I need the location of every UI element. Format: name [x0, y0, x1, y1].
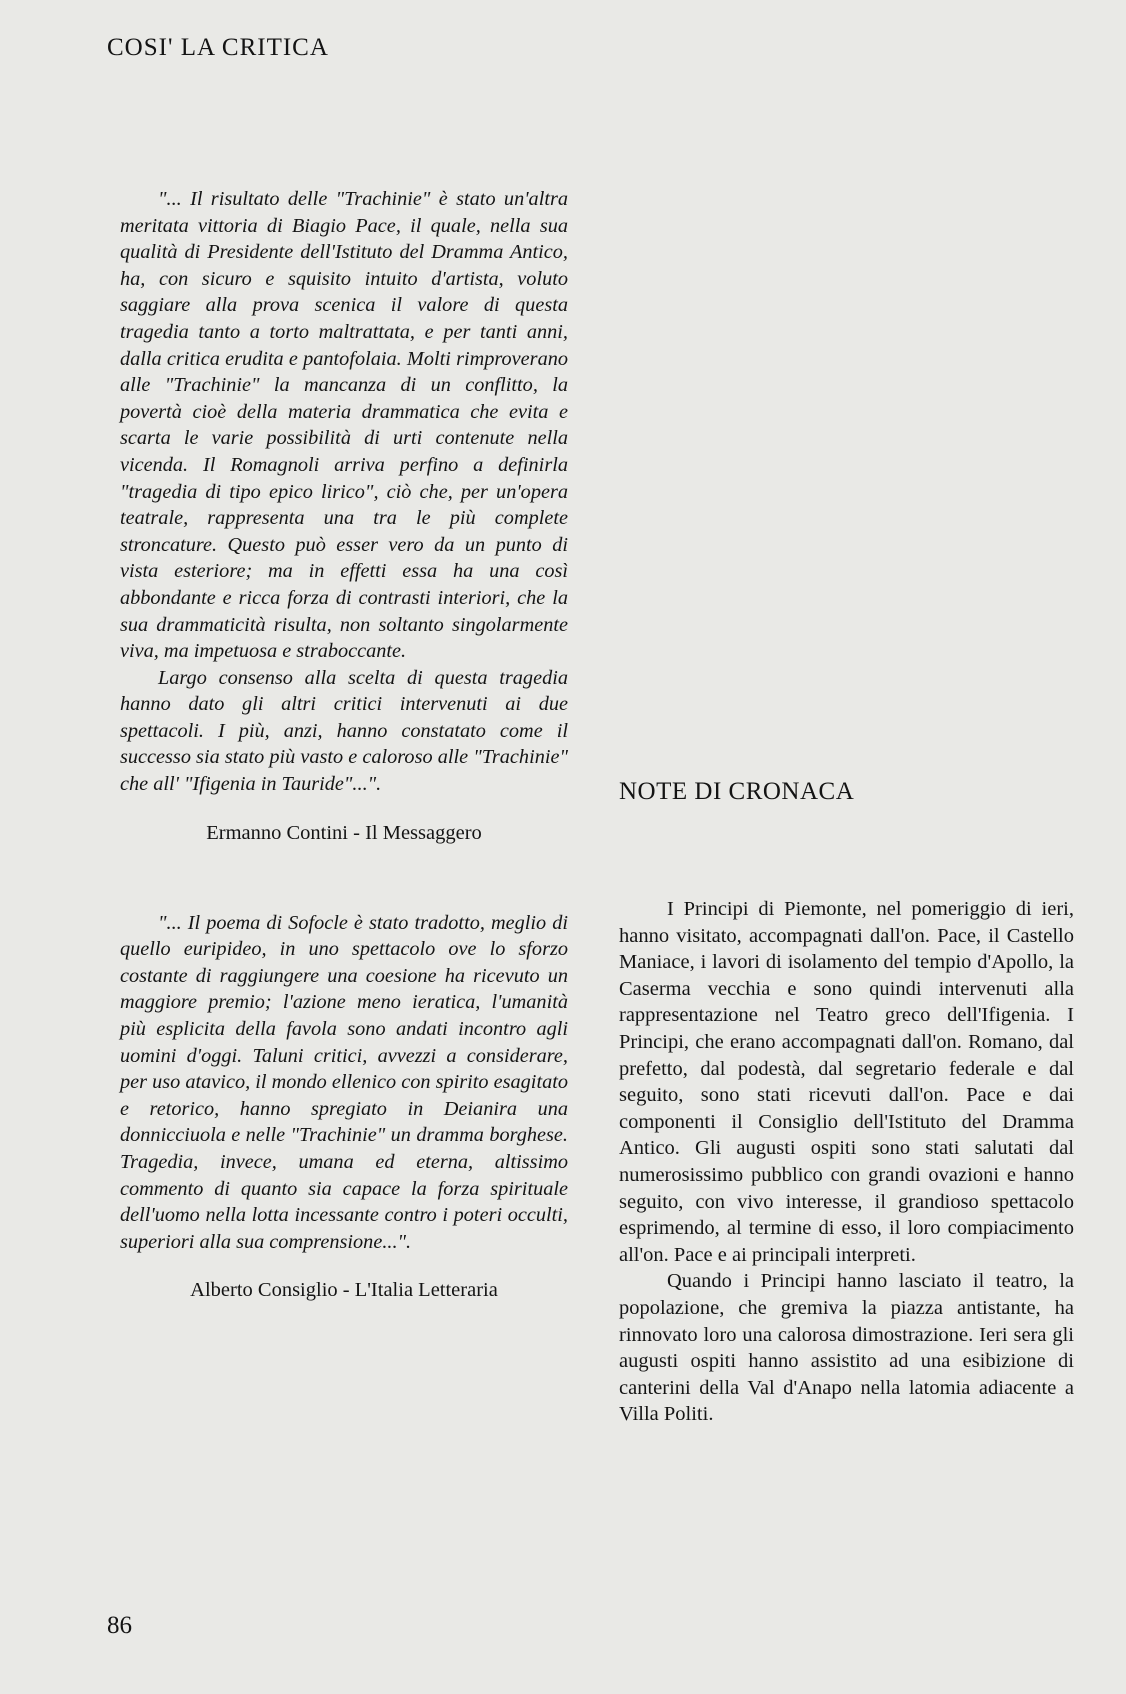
- critique-consiglio: [120, 910, 568, 1304]
- quote-attribution: Ermanno Contini - Il Messaggero: [206, 821, 482, 844]
- quote-paragraph: "... Il poema di Sofocle è stato tradotto, meglio di quello euripideo, in uno spettacolo ove lo sforzo costante di raggiungere una coesione ha ricevuto un maggiore premio; l'azione meno ieratica, l'umanità più esplicita della favola sono andati incontro agli uomini d'oggi. Taluni critici, avvezzi a considerare, per uso atavico, il mondo ellenico con spirito esagitato e retorico, hanno spregiato in Deianira una donnicciuola e nelle "Trachinie" un dramma borghese. Tragedia, invece, umana ed eterna, altissimo commento di quanto sia capace la forza spirituale dell'uomo nella lotta incessante contro i poteri occulti, superiori alla sua comprensione...".: [120, 911, 568, 1253]
- page-number: 86: [107, 1612, 132, 1639]
- quote-paragraph: "... Il risultato delle "Trachinie" è stato un'altra meritata vittoria di Biagio Pace, il quale, nella sua qualità di Presidente dell'Istituto del Dramma Antico, ha, con sicuro e squisito intuito d'artista, voluto saggiare alla prova scenica il valore di questa tragedia tanto a torto maltrattata, e per tanti anni, dalla critica erudita e pantofolaia. Molti rimproverano alle "Trachinie" la mancanza di un conflitto, la povertà cioè della materia drammatica che evita e scarta le varie possibilità di urti contenute nella vicenda. Il Romagnoli arriva perfino a definirla "tragedia di tipo epico lirico", ciò che, per un'opera teatrale, rappresenta una tra le più complete stroncature. Questo può esser vero da un punto di vista esteriore; ma in effetti essa ha una così abbondante e ricca forza di contrasti interiori, che la sua drammaticità risulta, non soltanto singolarmente viva, ma impetuosa e straboccante.: [120, 188, 568, 663]
- critica-column: [120, 186, 568, 1303]
- quote-paragraph: Largo consenso alla scelta di questa tragedia hanno dato gli altri critici intervenuti ai due spettacoli. I più, anzi, hanno constatato come il successo sia stato più vasto e caloroso alle "Trachinie" che all' "Ifigenia in Tauride"...".: [120, 666, 568, 796]
- cronaca-paragraph: Quando i Principi hanno lasciato il teatro, la popolazione, che gremiva la piazza antistante, ha rinnovato loro una calorosa dimostrazione. Ieri sera gli augusti ospiti hanno assistito ad una esibizione di canterini della Val d'Anapo nella latomia adiacente a Villa Politi.: [619, 1270, 1074, 1426]
- quote-attribution: Alberto Consiglio - L'Italia Letteraria: [190, 1279, 498, 1302]
- critique-contini: [120, 186, 568, 846]
- cronaca-column: [619, 896, 1074, 1428]
- page-title: COSI' LA CRITICA: [107, 34, 329, 61]
- section-title: NOTE DI CRONACA: [619, 778, 855, 805]
- cronaca-paragraph: I Principi di Piemonte, nel pomeriggio di ieri, hanno visitato, accompagnati dall'on. Pace, il Castello Maniace, i lavori di isolamento del tempio d'Apollo, la Caserma vecchia e sono quindi intervenuti alla rappresentazione nel Teatro greco dell'Ifigenia. I Principi, che erano accompagnati dall'on. Romano, dal prefetto, dal podestà, dal segretario federale e dal seguito, sono stati ricevuti dall'on. Pace e dai componenti il Consiglio dell'Istituto del Dramma Antico. Gli augusti ospiti sono stati salutati dal numerosissimo pubblico con grandi ovazioni e hanno seguito, con vivo interesse, il grandioso spettacolo esprimendo, al termine di esso, il loro compiacimento all'on. Pace e ai principali interpreti.: [619, 898, 1074, 1266]
